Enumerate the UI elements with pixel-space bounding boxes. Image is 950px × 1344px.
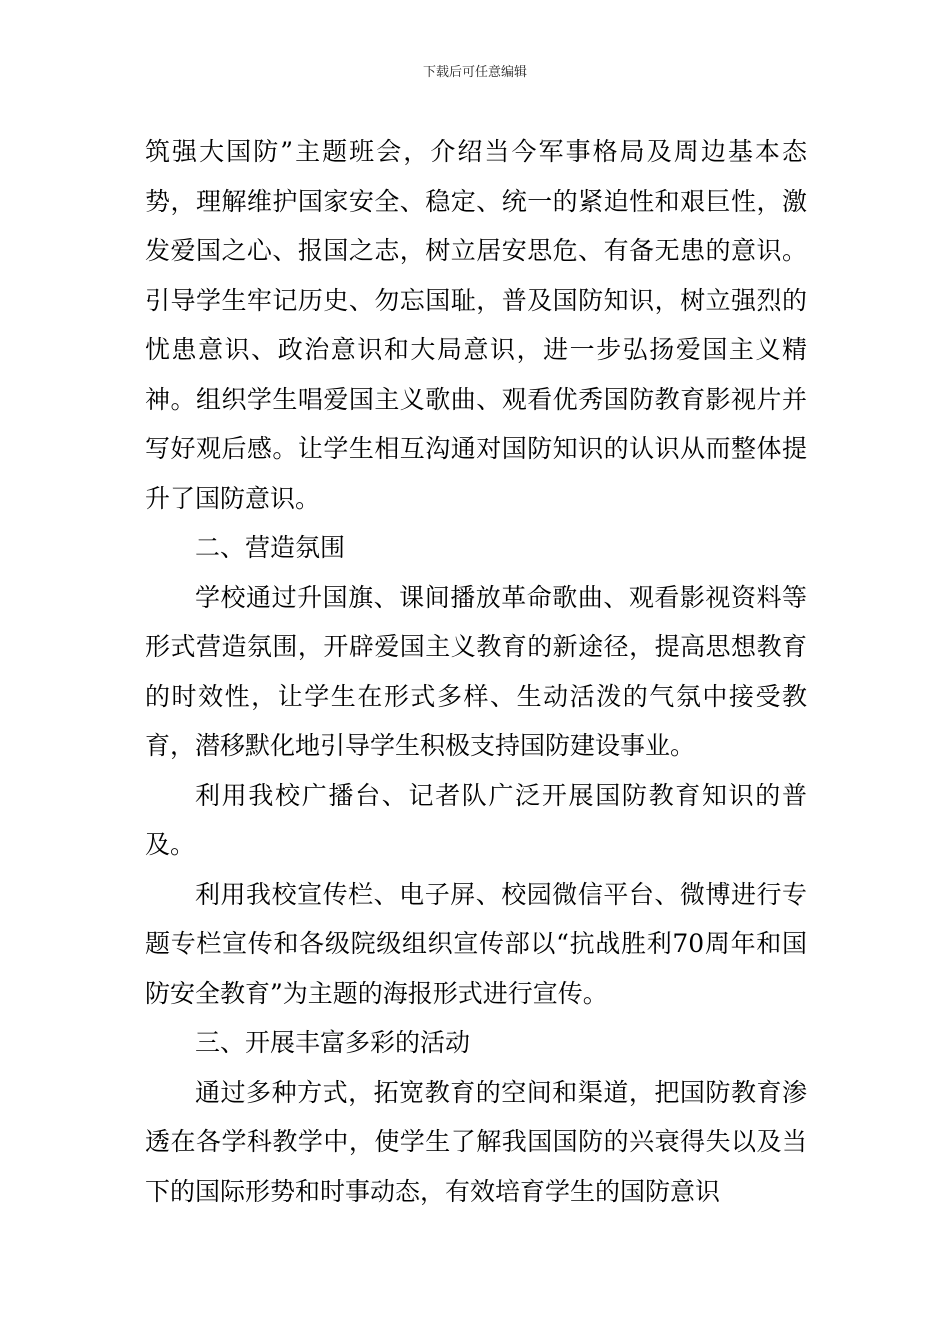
document-body <box>145 127 807 1216</box>
paragraph: 利用我校宣传栏、电子屏、校园微信平台、微博进行专题专栏宣传和各级院级组织宣传部以“抗战胜利70周年和国防安全教育”为主题的海报形式进行宣传。 <box>145 879 807 1008</box>
paragraph-continuation: 筑强大国防”主题班会，介绍当今军事格局及周边基本态势，理解维护国家安全、稳定、统一的紧迫性和艰巨性，激发爱国之心、报国之志，树立居安思危、有备无患的意识。引导学生牢记历史、勿忘国耻，普及国防知识，树立强烈的忧患意识、政治意识和大局意识，进一步弘扬爱国主义精神。组织学生唱爱国主义歌曲、观看优秀国防教育影视片并写好观后感。让学生相互沟通对国防知识的认识从而整体提升了国防意识。 <box>145 137 807 513</box>
paragraph: 利用我校广播台、记者队广泛开展国防教育知识的普及。 <box>145 780 807 859</box>
section-heading-3: 三、开展丰富多彩的活动 <box>195 1028 471 1057</box>
page-header: 下载后可任意编辑 <box>422 65 527 80</box>
section-heading-2: 二、营造氛围 <box>195 533 346 562</box>
paragraph: 通过多种方式，拓宽教育的空间和渠道，把国防教育渗透在各学科教学中，使学生了解我国国防的兴衰得失以及当下的国际形势和时事动态，有效培育学生的国防意识 <box>145 1077 807 1206</box>
paragraph: 学校通过升国旗、课间播放革命歌曲、观看影视资料等形式营造氛围，开辟爱国主义教育的新途径，提高思想教育的时效性，让学生在形式多样、生动活泼的气氛中接受教育，潜移默化地引导学生积极支持国防建设事业。 <box>145 582 807 760</box>
